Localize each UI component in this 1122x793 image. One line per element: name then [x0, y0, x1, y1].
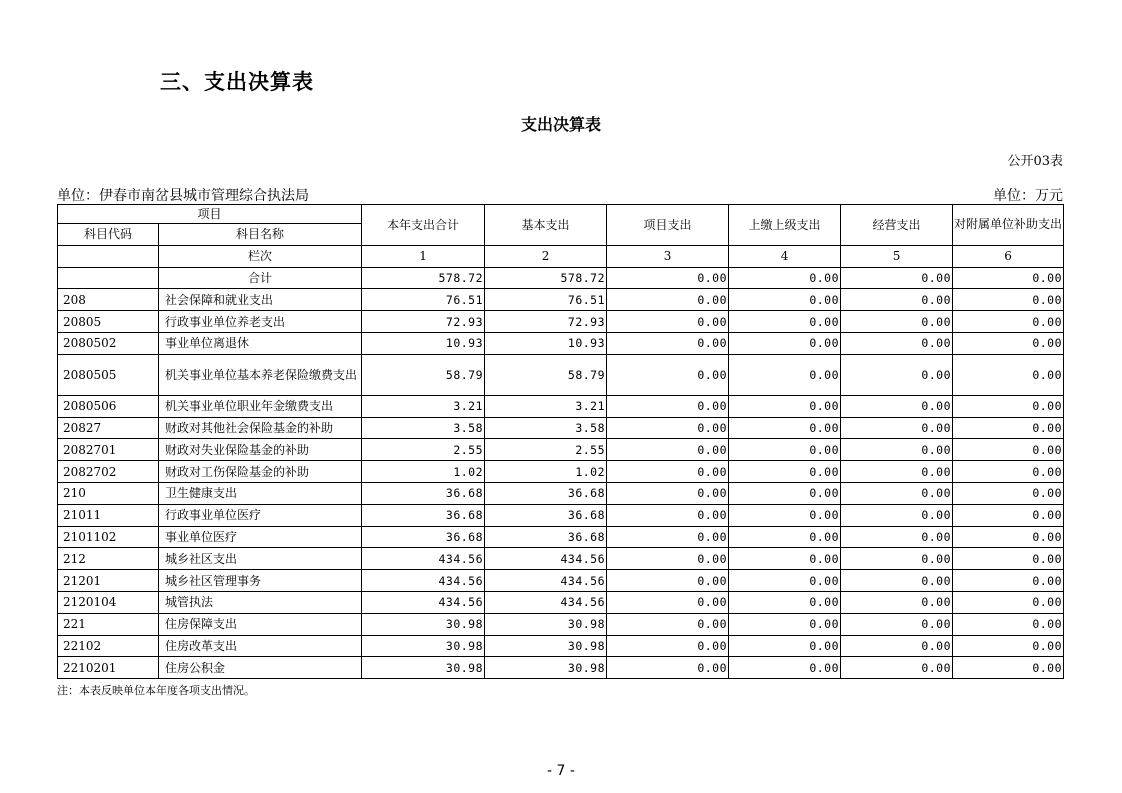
amount-cell: 36.68: [362, 482, 485, 504]
subject-code: 2080502: [58, 332, 159, 354]
total-value: 0.00: [729, 267, 841, 289]
amount-cell: 0.00: [953, 439, 1064, 461]
amount-cell: 36.68: [485, 526, 607, 548]
subject-code: 2080506: [58, 395, 159, 417]
amount-cell: 0.00: [841, 591, 953, 613]
amount-cell: 2.55: [362, 439, 485, 461]
subject-name: 卫生健康支出: [159, 482, 362, 504]
subject-code: 2082702: [58, 461, 159, 483]
amount-cell: 0.00: [729, 439, 841, 461]
col-no-4: 4: [729, 245, 841, 267]
subject-code: 2101102: [58, 526, 159, 548]
table-row: [58, 332, 1064, 354]
col-no-6: 6: [953, 245, 1064, 267]
subject-name: 城乡社区管理事务: [159, 570, 362, 592]
amount-cell: 0.00: [729, 417, 841, 439]
col-no-2: 2: [485, 245, 607, 267]
amount-cell: 0.00: [607, 657, 729, 679]
amount-cell: 0.00: [841, 395, 953, 417]
amount-cell: 0.00: [607, 504, 729, 526]
amount-cell: 0.00: [607, 332, 729, 354]
amount-cell: 0.00: [729, 504, 841, 526]
amount-cell: 0.00: [953, 570, 1064, 592]
amount-cell: 0.00: [729, 461, 841, 483]
subject-code: 20827: [58, 417, 159, 439]
header-total: 本年支出合计: [362, 205, 485, 246]
amount-cell: 0.00: [729, 311, 841, 333]
amount-cell: 0.00: [607, 526, 729, 548]
amount-cell: 0.00: [841, 289, 953, 311]
amount-cell: 58.79: [485, 354, 607, 395]
subject-code: 212: [58, 548, 159, 570]
amount-cell: 0.00: [607, 635, 729, 657]
table-row: [58, 548, 1064, 570]
amount-cell: 0.00: [841, 354, 953, 395]
header-upper: 上缴上级支出: [729, 205, 841, 246]
subject-name: 城管执法: [159, 591, 362, 613]
amount-cell: 0.00: [729, 635, 841, 657]
page-number: - 7 -: [547, 763, 575, 779]
amount-cell: 58.79: [362, 354, 485, 395]
amount-cell: 10.93: [362, 332, 485, 354]
subject-code: 208: [58, 289, 159, 311]
amount-cell: 30.98: [485, 635, 607, 657]
amount-cell: 0.00: [953, 289, 1064, 311]
subject-name: 财政对工伤保险基金的补助: [159, 461, 362, 483]
header-project: 项目支出: [607, 205, 729, 246]
subject-code: 21011: [58, 504, 159, 526]
amount-cell: 0.00: [841, 482, 953, 504]
total-value: 0.00: [953, 267, 1064, 289]
amount-cell: 0.00: [953, 354, 1064, 395]
amount-cell: 0.00: [841, 526, 953, 548]
amount-cell: 0.00: [607, 417, 729, 439]
amount-cell: 2.55: [485, 439, 607, 461]
total-value: 578.72: [362, 267, 485, 289]
header-code: 科目代码: [58, 224, 159, 246]
amount-cell: 0.00: [953, 548, 1064, 570]
amount-cell: 0.00: [953, 635, 1064, 657]
table-row: [58, 395, 1064, 417]
amount-cell: 0.00: [729, 526, 841, 548]
table-title: 支出决算表: [520, 115, 601, 134]
col-no-5: 5: [841, 245, 953, 267]
amount-cell: 0.00: [953, 657, 1064, 679]
subject-name: 社会保障和就业支出: [159, 289, 362, 311]
total-row: [58, 267, 1064, 289]
amount-cell: 0.00: [729, 570, 841, 592]
amount-cell: 3.58: [362, 417, 485, 439]
subject-code: 22102: [58, 635, 159, 657]
col-no-1: 1: [362, 245, 485, 267]
amount-cell: 10.93: [485, 332, 607, 354]
amount-cell: 30.98: [362, 613, 485, 635]
subject-code: 2120104: [58, 591, 159, 613]
subject-name: 住房改革支出: [159, 635, 362, 657]
subject-name: 机关事业单位基本养老保险缴费支出: [159, 354, 362, 395]
amount-cell: 36.68: [485, 482, 607, 504]
amount-cell: 0.00: [841, 417, 953, 439]
header-name: 科目名称: [159, 224, 362, 246]
amount-cell: 0.00: [607, 482, 729, 504]
amount-cell: 0.00: [729, 591, 841, 613]
amount-cell: 0.00: [841, 461, 953, 483]
amount-cell: 0.00: [841, 635, 953, 657]
amount-cell: 0.00: [607, 395, 729, 417]
amount-cell: 0.00: [607, 311, 729, 333]
table-note: 注：本表反映单位本年度各项支出情况。: [57, 684, 255, 697]
amount-cell: 36.68: [362, 504, 485, 526]
amount-cell: 36.68: [362, 526, 485, 548]
subject-code: 20805: [58, 311, 159, 333]
amount-cell: 434.56: [362, 591, 485, 613]
amount-cell: 0.00: [953, 461, 1064, 483]
subject-name: 住房保障支出: [159, 613, 362, 635]
subject-code: 210: [58, 482, 159, 504]
subject-name: 事业单位医疗: [159, 526, 362, 548]
total-code: [58, 267, 159, 289]
amount-cell: 0.00: [953, 504, 1064, 526]
amount-cell: 0.00: [953, 591, 1064, 613]
expenditure-table: [57, 204, 1064, 679]
unit-currency: 单位：万元: [993, 188, 1063, 204]
amount-cell: 1.02: [485, 461, 607, 483]
header-subsidy: 对附属单位补助支出: [953, 205, 1064, 246]
amount-cell: 0.00: [953, 526, 1064, 548]
total-label: 合计: [159, 267, 362, 289]
amount-cell: 0.00: [841, 548, 953, 570]
subject-name: 城乡社区支出: [159, 548, 362, 570]
amount-cell: 0.00: [841, 311, 953, 333]
amount-cell: 0.00: [729, 395, 841, 417]
table-row: [58, 289, 1064, 311]
subject-name: 财政对失业保险基金的补助: [159, 439, 362, 461]
table-row: [58, 439, 1064, 461]
total-value: 578.72: [485, 267, 607, 289]
amount-cell: 0.00: [607, 548, 729, 570]
subject-name: 行政事业单位养老支出: [159, 311, 362, 333]
table-row: [58, 482, 1064, 504]
amount-cell: 30.98: [362, 657, 485, 679]
amount-cell: 0.00: [841, 613, 953, 635]
subject-code: 2082701: [58, 439, 159, 461]
amount-cell: 72.93: [485, 311, 607, 333]
total-value: 0.00: [607, 267, 729, 289]
amount-cell: 0.00: [729, 613, 841, 635]
amount-cell: 0.00: [607, 570, 729, 592]
table-row: [58, 635, 1064, 657]
table-row: [58, 657, 1064, 679]
amount-cell: 434.56: [362, 548, 485, 570]
amount-cell: 0.00: [953, 613, 1064, 635]
amount-cell: 0.00: [607, 439, 729, 461]
amount-cell: 30.98: [485, 657, 607, 679]
subject-name: 住房公积金: [159, 657, 362, 679]
table-row: [58, 354, 1064, 395]
amount-cell: 0.00: [729, 482, 841, 504]
amount-cell: 3.21: [362, 395, 485, 417]
amount-cell: 0.00: [841, 332, 953, 354]
amount-cell: 72.93: [362, 311, 485, 333]
table-row: [58, 613, 1064, 635]
header-col-no: 栏次: [159, 245, 362, 267]
form-code: 公开03表: [1007, 154, 1063, 169]
amount-cell: 0.00: [841, 439, 953, 461]
amount-cell: 0.00: [953, 417, 1064, 439]
table-row: [58, 504, 1064, 526]
amount-cell: 0.00: [953, 332, 1064, 354]
table-row: [58, 591, 1064, 613]
amount-cell: 36.68: [485, 504, 607, 526]
amount-cell: 0.00: [841, 570, 953, 592]
amount-cell: 3.58: [485, 417, 607, 439]
amount-cell: 30.98: [485, 613, 607, 635]
subject-name: 事业单位离退休: [159, 332, 362, 354]
col-no-3: 3: [607, 245, 729, 267]
amount-cell: 0.00: [607, 613, 729, 635]
amount-cell: 0.00: [729, 354, 841, 395]
amount-cell: 434.56: [485, 570, 607, 592]
header-item: 项目: [58, 205, 362, 224]
amount-cell: 76.51: [485, 289, 607, 311]
amount-cell: 30.98: [362, 635, 485, 657]
table-row: [58, 417, 1064, 439]
subject-code: 21201: [58, 570, 159, 592]
header-blank: [58, 245, 159, 267]
subject-code: 2080505: [58, 354, 159, 395]
amount-cell: 0.00: [729, 657, 841, 679]
subject-name: 行政事业单位医疗: [159, 504, 362, 526]
subject-name: 财政对其他社会保险基金的补助: [159, 417, 362, 439]
amount-cell: 0.00: [953, 311, 1064, 333]
amount-cell: 434.56: [485, 591, 607, 613]
amount-cell: 0.00: [729, 332, 841, 354]
subject-name: 机关事业单位职业年金缴费支出: [159, 395, 362, 417]
table-row: [58, 570, 1064, 592]
header-business: 经营支出: [841, 205, 953, 246]
amount-cell: 0.00: [953, 395, 1064, 417]
subject-code: 2210201: [58, 657, 159, 679]
amount-cell: 434.56: [362, 570, 485, 592]
amount-cell: 0.00: [729, 289, 841, 311]
header-basic: 基本支出: [485, 205, 607, 246]
amount-cell: 3.21: [485, 395, 607, 417]
amount-cell: 0.00: [841, 504, 953, 526]
amount-cell: 0.00: [607, 354, 729, 395]
amount-cell: 434.56: [485, 548, 607, 570]
amount-cell: 0.00: [953, 482, 1064, 504]
amount-cell: 1.02: [362, 461, 485, 483]
subject-code: 221: [58, 613, 159, 635]
unit-organization: 单位：伊春市南岔县城市管理综合执法局: [57, 188, 309, 204]
amount-cell: 0.00: [607, 461, 729, 483]
amount-cell: 0.00: [841, 657, 953, 679]
total-value: 0.00: [841, 267, 953, 289]
table-row: [58, 461, 1064, 483]
amount-cell: 0.00: [607, 289, 729, 311]
amount-cell: 76.51: [362, 289, 485, 311]
amount-cell: 0.00: [729, 548, 841, 570]
table-row: [58, 526, 1064, 548]
section-heading: 三、支出决算表: [160, 70, 314, 94]
amount-cell: 0.00: [607, 591, 729, 613]
table-row: [58, 311, 1064, 333]
